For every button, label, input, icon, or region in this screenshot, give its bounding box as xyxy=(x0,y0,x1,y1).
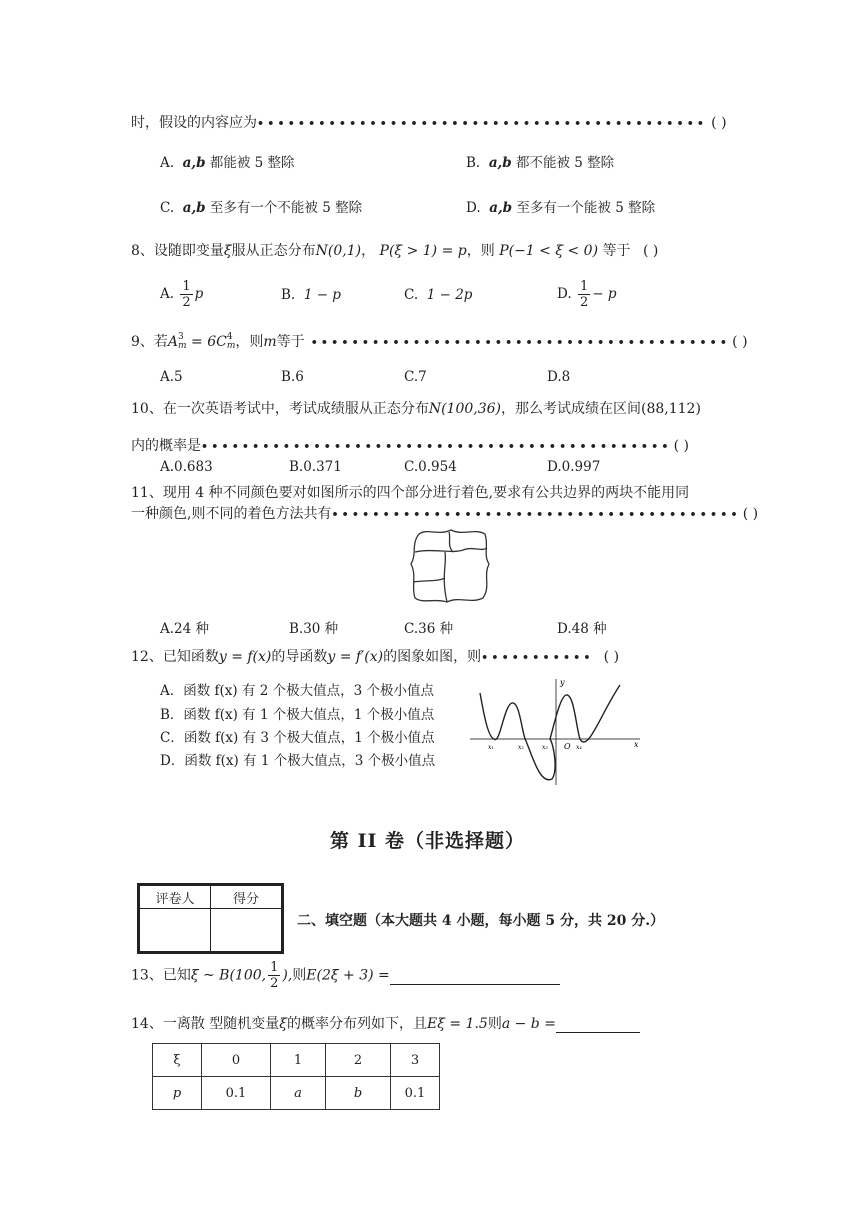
q7-option-d-vars: a,b xyxy=(489,200,513,216)
q12-graph-x4: x₄ xyxy=(576,744,582,751)
q7-option-a-text: 都能被 5 整除 xyxy=(209,155,295,171)
q9-option-d[interactable]: D.8 xyxy=(547,369,571,385)
q12-graph-x2: x₂ xyxy=(518,744,524,751)
q11-stem-line1: 11、现用 4 种不同颜色要对如图所示的四个部分进行着色,要求有公共边界的两块不能用同 xyxy=(131,485,690,501)
score-table-grader: 评卷人 xyxy=(139,885,211,909)
q8-xi: ξ xyxy=(223,243,232,259)
q10-option-c[interactable]: C.0.954 xyxy=(404,459,457,475)
q11-option-c[interactable]: C.36 种 xyxy=(404,621,454,637)
q12-graph-x1: x₁ xyxy=(488,744,494,751)
q8-option-a[interactable]: A. $\frac{1}{2}$ p xyxy=(160,279,204,310)
q12-option-c[interactable]: C．函数 f(x) 有 3 个极大值点，1 个极小值点 xyxy=(160,730,435,746)
q12-option-b[interactable]: B．函数 f(x) 有 1 个极大值点，1 个极小值点 xyxy=(160,707,435,723)
q7-option-d-text: 至多有一个能被 5 整除 xyxy=(516,200,656,216)
q10-stem-line2: 内的概率是•••••••••••••••••••••••••••••••••••••••••••••• ( ) xyxy=(131,438,689,454)
q11-option-b[interactable]: B.30 种 xyxy=(289,621,339,637)
q10-option-d[interactable]: D.0.997 xyxy=(547,459,601,475)
q7-option-b-vars: a,b xyxy=(488,155,512,171)
q14-answer-blank[interactable] xyxy=(556,1016,640,1033)
q9-leader: ••••••••••••••••••••••••••••••••••••••••• xyxy=(310,336,731,349)
q8-option-a-fraction: $\frac{1}{2}$ xyxy=(182,279,191,310)
q12-derivative-graph xyxy=(470,675,650,790)
q8-paren: ( ) xyxy=(642,243,659,259)
q9-a: A xyxy=(167,334,179,350)
q12-graph-x-label: x xyxy=(634,740,639,749)
q12-stem: 12、已知函数y = f(x)的导函数y = f′(x)的图象如图，则••••••••••• ( ) xyxy=(131,649,620,665)
q13-answer-blank[interactable] xyxy=(390,968,560,985)
q11-option-a[interactable]: A.24 种 xyxy=(160,621,210,637)
q13-stem: 13、已知ξ ~ B(100, $\frac{1}{2}$ ),则E(2ξ + 3) = xyxy=(131,960,560,991)
q8-cond: P(ξ > 1) = p xyxy=(379,243,467,259)
q7-leader: •••••••••••••••••••••••••••••••••••••••••••• xyxy=(257,117,708,130)
q10-stem-line1: 10、在一次英语考试中，考试成绩服从正态分布N(100,36)，那么考试成绩在区间(88,112) xyxy=(131,401,701,417)
q8-option-d-fraction: $\frac{1}{2}$ xyxy=(579,279,589,310)
grader-cell[interactable] xyxy=(139,909,211,953)
q10-option-a[interactable]: A.0.683 xyxy=(160,459,213,475)
q14-stem: 14、一离散 型随机变量ξ的概率分布列如下，且Eξ = 1.5则a − b = xyxy=(131,1013,640,1033)
q11-option-d[interactable]: D.48 种 xyxy=(557,621,607,637)
q11-region-figure xyxy=(405,524,495,606)
q7-stem-text: 时，假设的内容应为 xyxy=(131,115,257,131)
q7-option-a-vars: a,b xyxy=(182,155,206,171)
q9-stem: 9、若A 3 m = 6C 4 m ，则m等于 ••••••••••••••••••••••••••••••••••••••••• ( ) xyxy=(131,332,748,351)
q8-option-c[interactable]: C. 1 − 2p xyxy=(404,287,473,303)
q8-dist: N(0,1) xyxy=(315,243,362,259)
q7-option-b-text: 都不能被 5 整除 xyxy=(516,155,615,171)
q7-option-c-vars: a,b xyxy=(182,200,206,216)
q9-option-b[interactable]: B.6 xyxy=(281,369,304,385)
q7-option-b[interactable]: B. a,b 都不能被 5 整除 xyxy=(466,155,615,171)
score-table-wrap xyxy=(137,883,284,954)
score-cell[interactable] xyxy=(211,909,283,953)
q10-option-b[interactable]: B.0.371 xyxy=(289,459,342,475)
q12-graph-x3: x₃ xyxy=(542,744,548,751)
table-row: p 0.1 a b 0.1 xyxy=(153,1077,440,1110)
score-table xyxy=(137,883,284,954)
q9-option-a[interactable]: A.5 xyxy=(160,369,183,385)
table-row: ξ 0 1 2 3 xyxy=(153,1044,440,1077)
q11-stem-line2: 一种颜色,则不同的着色方法共有•••••••••••••••••••••••••••••••••••••••• ( ) xyxy=(131,506,759,522)
q7-paren: ( ) xyxy=(711,115,727,131)
q7-option-d[interactable]: D. a,b 至多有一个能被 5 整除 xyxy=(466,200,656,216)
q7-stem xyxy=(131,112,727,132)
section2-title: 第 II 卷（非选择题） xyxy=(330,830,526,852)
q14-distribution-table-wrap xyxy=(152,1043,440,1110)
q12-graph-y-label: y xyxy=(560,678,565,687)
q7-option-a[interactable]: A. a,b 都能被 5 整除 xyxy=(160,155,295,171)
q8-stem: 8、设随即变量ξ服从正态分布N(0,1)， P(ξ > 1) = p，则 P(−1 < ξ < 0) 等于 ( ) xyxy=(131,243,659,259)
q9-option-c[interactable]: C.7 xyxy=(404,369,427,385)
q8-option-d[interactable]: D. $\frac{1}{2}$ − p xyxy=(557,279,617,310)
q12-graph-origin: O xyxy=(564,742,571,751)
q13-fraction: $\frac{1}{2}$ xyxy=(270,960,279,991)
q14-distribution-table xyxy=(152,1043,440,1110)
q12-option-a[interactable]: A．函数 f(x) 有 2 个极大值点，3 个极小值点 xyxy=(160,683,435,699)
q8-expr: P(−1 < ξ < 0) xyxy=(499,243,599,259)
section2-heading: 二、填空题（本大题共 4 小题，每小题 5 分，共 20 分.） xyxy=(297,913,665,929)
q7-option-c-text: 至多有一个不能被 5 整除 xyxy=(209,200,363,216)
score-table-score: 得分 xyxy=(211,885,283,909)
q7-option-c[interactable]: C. a,b 至多有一个不能被 5 整除 xyxy=(160,200,363,216)
q12-option-d[interactable]: D．函数 f(x) 有 1 个极大值点，3 个极小值点 xyxy=(160,753,436,769)
q8-option-b[interactable]: B. 1 − p xyxy=(281,287,341,303)
